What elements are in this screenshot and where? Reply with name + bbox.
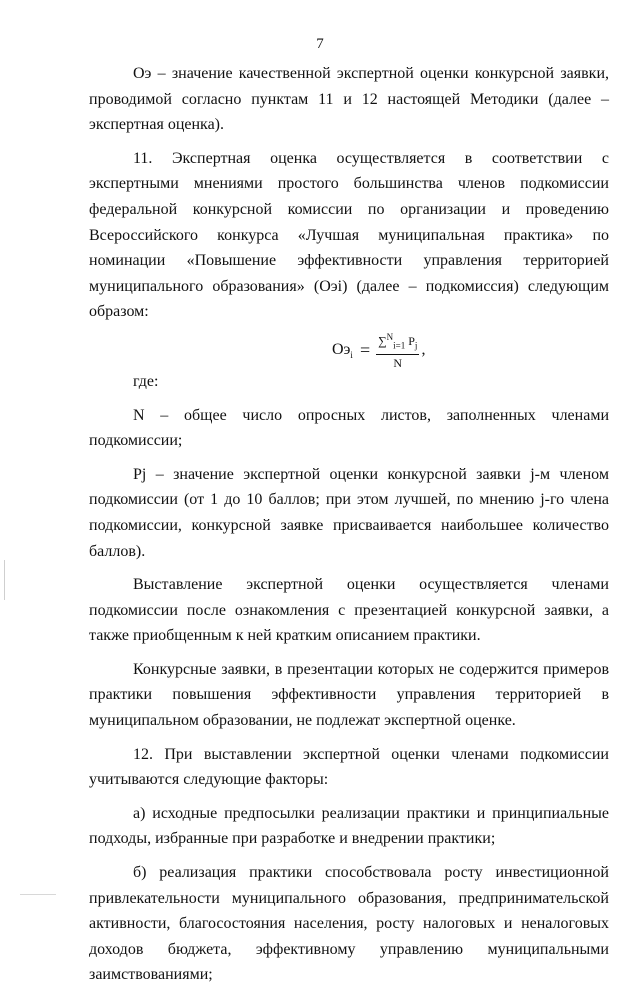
paragraph-n-definition: N – общее число опросных листов, заполненных членами подкомиссии; (89, 406, 609, 450)
paragraph-pj-definition: Pj – значение экспертной оценки конкурсной заявки j-м членом подкомиссии (от 1 до 10 баллов; при этом лучшей, по мнению j-го члена подкомиссии, конкурсной заявке присваивается наибольшее количество баллов). (89, 465, 609, 560)
paragraph-factor-b: б) реализация практики способствовала росту инвестиционной привлекательности муниципального образования, предпринимательской активности, благосостояния населения, росту налоговых и неналоговых доходов бюджета, эффективному управлению муниципальными заимствованиями; (89, 864, 609, 984)
paragraph-item-11: 11. Экспертная оценка осуществляется в соответствии с экспертными мнениями простого большинства членов подкомиссии федеральной конкурсной комиссии по организации и проведению Всероссийского конкурса «Лучшая муниципальная практика» по номинации «Повышение эффективности управления территорией муниципального образования» (Оэi) (далее – подкомиссия) следующим образом: (89, 149, 609, 321)
scan-bottom-mark (20, 894, 56, 895)
formula-denominator: N (393, 356, 403, 371)
scan-margin-mark (4, 560, 5, 600)
formula (332, 329, 425, 371)
formula-lhs: $Оэ_i$ (332, 340, 353, 360)
formula-numerator: ∑$^N_{i=1}$ $P_j$ (376, 329, 419, 355)
formula-block (89, 325, 609, 369)
paragraph-factor-a: а) исходные предпосылки реализации практики и принципиальные подходы, избранные при разработке и внедрении практики; (89, 804, 609, 848)
formula-comma: , (421, 341, 426, 359)
paragraph-oe-definition: Оэ – значение качественной экспертной оценки конкурсной заявки, проводимой согласно пунктам 11 и 12 настоящей Методики (далее – экспертная оценка). (89, 65, 609, 134)
document-body (89, 61, 609, 988)
formula-fraction (376, 329, 419, 371)
paragraph-item-12: 12. При выставлении экспертной оценки членами подкомиссии учитываются следующие факторы: (89, 745, 609, 789)
paragraph-exclusion: Конкурсные заявки, в презентации которых не содержится примеров практики повышения эффективности управления территорией в муниципальном образовании, не подлежат экспертной оценке. (89, 660, 609, 730)
page-number: 7 (316, 36, 324, 52)
paragraph-assessment-procedure: Выставление экспертной оценки осуществляется членами подкомиссии после ознакомления с презентацией конкурсной заявки, а также приобщенным к ней кратким описанием практики. (89, 576, 609, 645)
paragraph-where: где: (133, 372, 159, 390)
formula-equals: = (359, 339, 371, 360)
